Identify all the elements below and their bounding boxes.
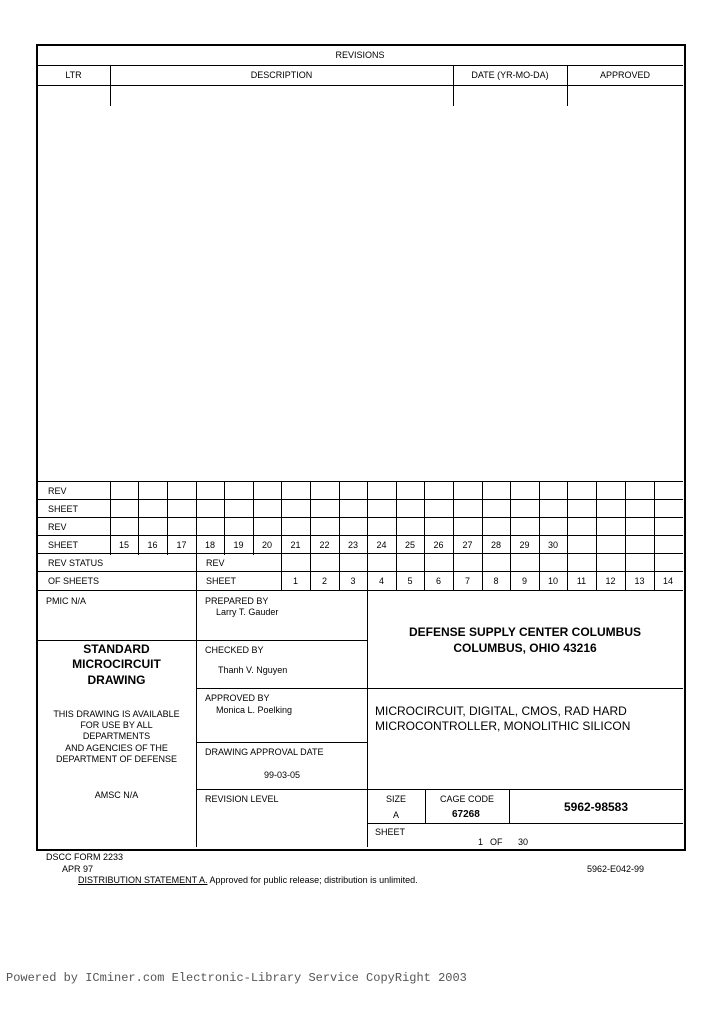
upper-sheet-number: 22: [319, 540, 330, 550]
rev-label-1: REV: [48, 486, 67, 496]
avail-line-5: DEPARTMENT OF DEFENSE: [55, 754, 178, 764]
upper-sheet-number: 27: [462, 540, 473, 550]
cage-value: 67268: [452, 809, 480, 820]
lower-sheet-label: SHEET: [206, 576, 237, 586]
lower-rev-label: REV: [206, 558, 225, 568]
rule: [196, 742, 367, 743]
lower-sheet-number: 12: [605, 576, 616, 586]
title-standard: STANDARD: [83, 642, 150, 656]
grid-rule: [596, 481, 597, 555]
avail-line-1: THIS DRAWING IS AVAILABLE: [53, 709, 180, 719]
sheet-label-2: SHEET: [48, 540, 79, 550]
lower-sheet-number: 4: [378, 576, 384, 586]
prepared-label: PREPARED BY: [205, 596, 269, 606]
doc-code: 5962-E042-99: [587, 864, 645, 874]
upper-sheet-number: 25: [404, 540, 415, 550]
checked-name: Thanh V. Nguyen: [218, 665, 288, 675]
rev-status-label: REV STATUS: [48, 558, 104, 568]
avail-line-3: DEPARTMENTS: [82, 731, 151, 741]
lower-sheet-number: 8: [493, 576, 499, 586]
grid-rule: [567, 481, 568, 555]
form-number: DSCC FORM 2233: [46, 852, 124, 862]
grid-rule: [37, 481, 683, 482]
size-label: SIZE: [386, 794, 407, 804]
upper-sheet-number: 17: [176, 540, 187, 550]
lower-sheet-number: 11: [576, 576, 587, 586]
rule: [37, 65, 683, 66]
grid-rule: [37, 517, 683, 518]
approval-date: 99-03-05: [264, 770, 301, 780]
col-date: DATE (YR-MO-DA): [471, 70, 549, 80]
rule: [196, 555, 197, 847]
of-sheets-label: OF SHEETS: [48, 576, 100, 586]
approved-name: Monica L. Poelking: [216, 705, 293, 715]
upper-sheet-number: 24: [376, 540, 387, 550]
dist-label: DISTRIBUTION STATEMENT A.: [78, 875, 208, 885]
rule: [196, 789, 683, 790]
amsc: AMSC N/A: [94, 790, 139, 800]
rule: [367, 823, 683, 824]
lower-sheet-number: 10: [547, 576, 558, 586]
upper-sheet-number: 15: [118, 540, 129, 550]
grid-rule: [37, 499, 683, 500]
lower-sheet-number: 2: [321, 576, 327, 586]
prepared-name: Larry T. Gauder: [216, 607, 279, 617]
lower-sheet-number: 13: [634, 576, 645, 586]
upper-sheet-number: 23: [347, 540, 358, 550]
rule: [425, 789, 426, 823]
rule: [196, 640, 367, 641]
rule: [37, 590, 683, 591]
rule: [37, 640, 196, 641]
approval-date-label: DRAWING APPROVAL DATE: [205, 747, 324, 757]
org-address: COLUMBUS, OHIO 43216: [453, 641, 597, 655]
grid-rule: [654, 481, 655, 555]
sheet-label: SHEET: [375, 827, 406, 837]
upper-sheet-number: 29: [519, 540, 530, 550]
title-drawing: DRAWING: [87, 673, 146, 687]
upper-sheet-number: 28: [490, 540, 501, 550]
lower-sheet-number: 14: [662, 576, 673, 586]
lower-sheet-number: 1: [292, 576, 298, 586]
rule: [196, 688, 683, 689]
sheet-of: OF: [490, 837, 503, 847]
grid-rule: [625, 481, 626, 555]
grid-rule: [37, 535, 683, 536]
upper-sheet-number: 20: [261, 540, 272, 550]
title-microcircuit: MICROCIRCUIT: [72, 657, 161, 671]
upper-sheet-number: 18: [204, 540, 215, 550]
checked-label: CHECKED BY: [205, 645, 264, 655]
revision-level-label: REVISION LEVEL: [205, 794, 279, 804]
upper-sheet-number: 30: [547, 540, 558, 550]
size-value: A: [393, 810, 400, 820]
grid-rule: [37, 553, 683, 554]
lower-sheet-number: 6: [435, 576, 441, 586]
avail-line-4: AND AGENCIES OF THE: [65, 743, 168, 753]
desc-line-1: MICROCIRCUIT, DIGITAL, CMOS, RAD HARD: [375, 704, 627, 718]
sheet-total: 30: [518, 837, 529, 847]
cage-label: CAGE CODE: [440, 794, 495, 804]
grid-rule: [37, 571, 683, 572]
lower-sheet-number: 7: [464, 576, 470, 586]
revisions-title: REVISIONS: [335, 50, 385, 60]
avail-line-2: FOR USE BY ALL: [80, 720, 153, 730]
col-description: DESCRIPTION: [250, 70, 313, 80]
desc-line-2: MICROCONTROLLER, MONOLITHIC SILICON: [375, 719, 631, 733]
lower-sheet-number: 3: [350, 576, 356, 586]
lower-sheet-number: 9: [521, 576, 527, 586]
upper-sheet-number: 19: [233, 540, 244, 550]
org-name: DEFENSE SUPPLY CENTER COLUMBUS: [408, 625, 642, 639]
dist-text: Approved for public release; distribution is unlimited.: [207, 875, 418, 885]
distribution-statement: [78, 875, 418, 886]
footer-watermark: Powered by ICminer.com Electronic-Library Service CopyRight 2003: [6, 971, 467, 985]
upper-sheet-number: 26: [433, 540, 444, 550]
lower-sheet-number: 5: [407, 576, 413, 586]
rule: [37, 85, 683, 86]
rev-label-2: REV: [48, 522, 67, 532]
col-approved: APPROVED: [599, 70, 650, 80]
form-date: APR 97: [62, 864, 94, 874]
approved-label: APPROVED BY: [205, 693, 270, 703]
dwg-number: 5962-98583: [563, 800, 629, 814]
col-ltr: LTR: [65, 70, 82, 80]
upper-sheet-number: 21: [290, 540, 301, 550]
sheet-num: 1: [478, 837, 484, 847]
pmic: PMIC N/A: [46, 596, 87, 606]
sheet-label-1: SHEET: [48, 504, 79, 514]
upper-sheet-number: 16: [147, 540, 158, 550]
